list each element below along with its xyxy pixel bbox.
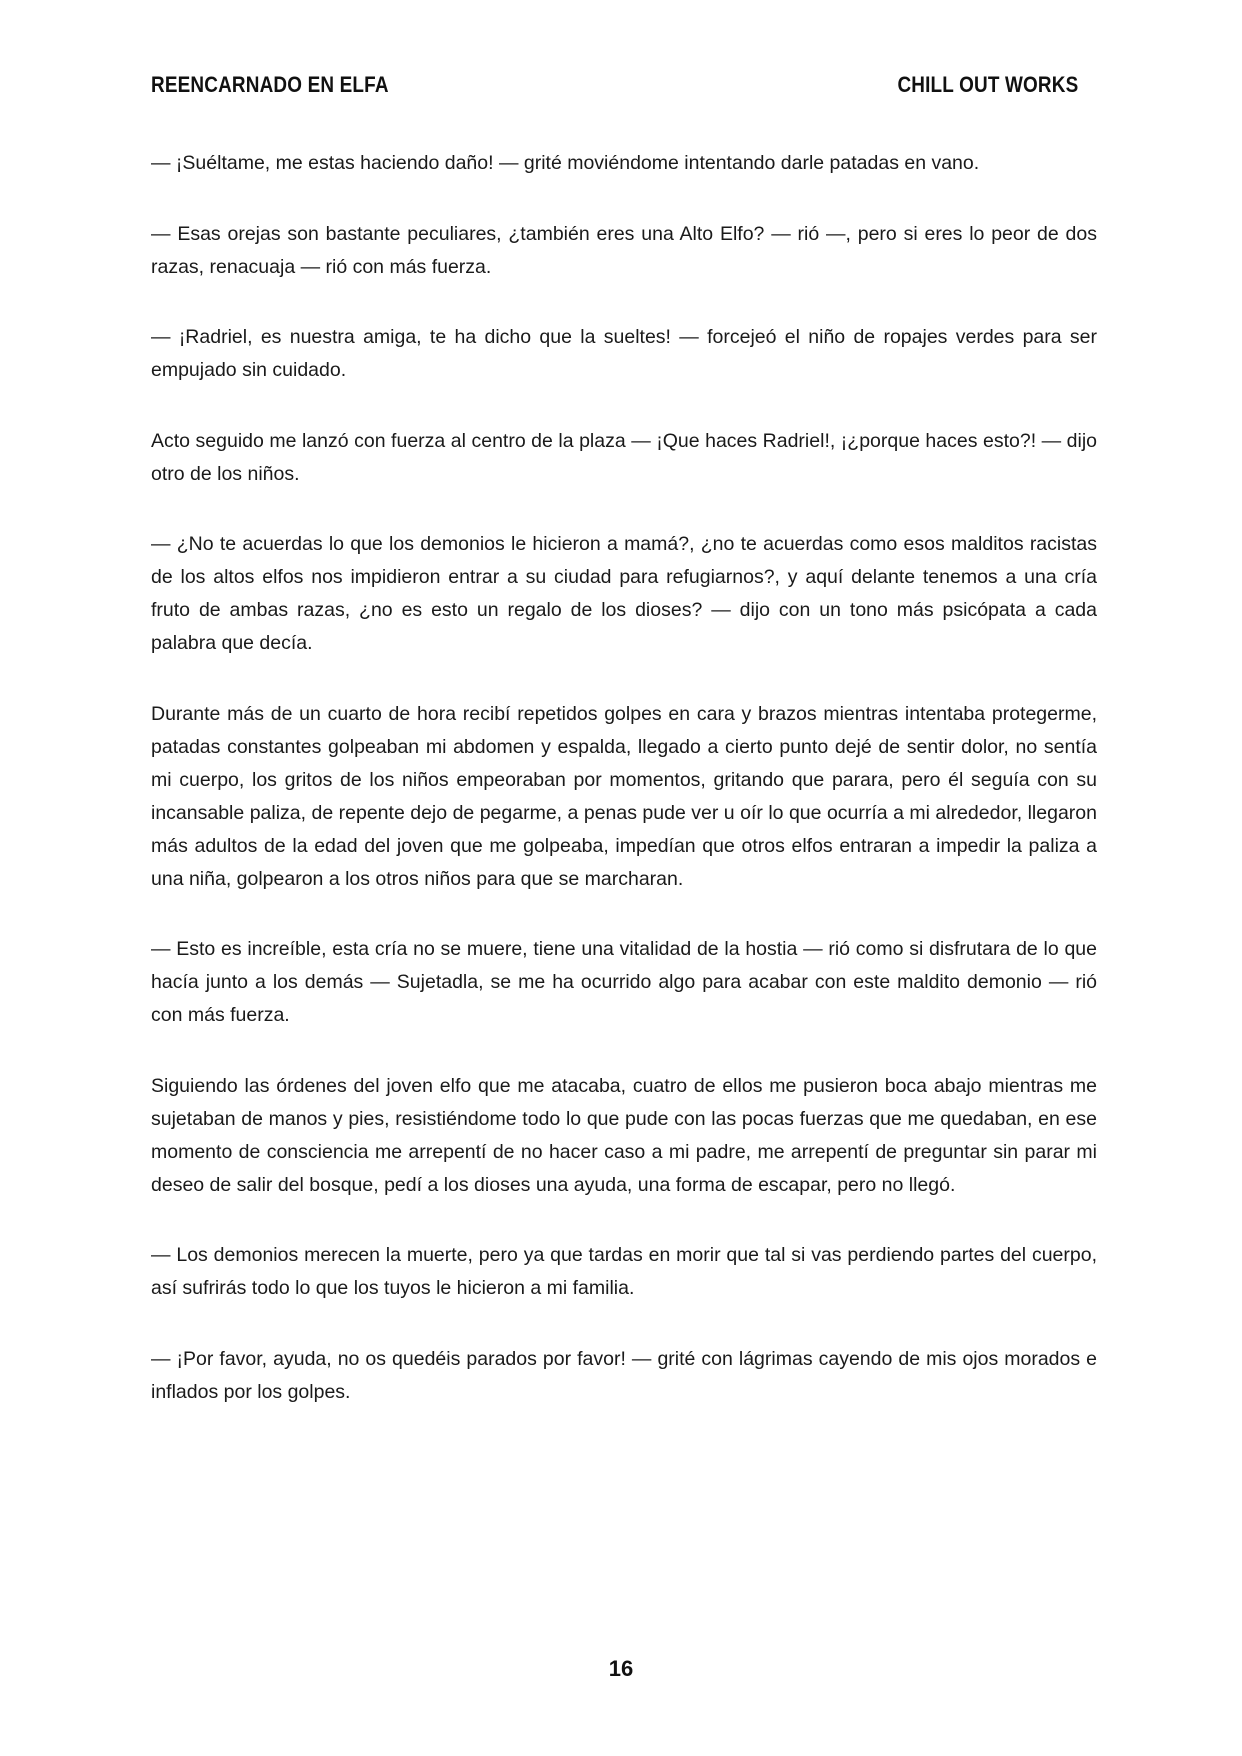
body-text xyxy=(151,147,1097,1446)
page-header xyxy=(151,72,1078,98)
paragraph: — Esas orejas son bastante peculiares, ¿también eres una Alto Elfo? — rió —, pero si eres lo peor de dos razas, renacuaja — rió con más fuerza. xyxy=(151,222,1097,278)
paragraph: — Esto es increíble, esta cría no se muere, tiene una vitalidad de la hostia — rió como si disfrutara de lo que hacía junto a los demás — Sujetadla, se me ha ocurrido algo para acabar con este maldito demonio — rió con más fuerza. xyxy=(151,938,1097,1026)
paragraph: Acto seguido me lanzó con fuerza al centro de la plaza — ¡Que haces Radriel!, ¡¿porque haces esto?! — dijo otro de los niños. xyxy=(151,429,1097,485)
page-number: 16 xyxy=(608,1656,634,1681)
paragraph: — Los demonios merecen la muerte, pero ya que tardas en morir que tal si vas perdiendo partes del cuerpo, así sufrirás todo lo que los tuyos le hicieron a mi familia. xyxy=(151,1244,1097,1299)
paragraph: Durante más de un cuarto de hora recibí repetidos golpes en cara y brazos mientras intentaba protegerme, patadas constantes golpeaban mi abdomen y espalda, llegado a cierto punto dejé de sentir dolor, no sentía mi cuerpo, los gritos de los niños empeoraban por momentos, gritando que parara, pero él seguía con su incansable paliza, de repente dejo de pegarme, a penas pude ver u oír lo que ocurría a mi alrededor, llegaron más adultos de la edad del joven que me golpeaba, impedían que otros elfos entraran a impedir la paliza a una niña, golpearon a los otros niños para que se marcharan. xyxy=(151,702,1097,890)
paragraph: — ¡Suéltame, me estas haciendo daño! — grité moviéndome intentando darle patadas en vano. xyxy=(151,152,980,174)
paragraph: — ¿No te acuerdas lo que los demonios le hicieron a mamá?, ¿no te acuerdas como esos malditos racistas de los altos elfos nos impidieron entrar a su ciudad para refugiarnos?, y aquí delante tenemos a una cría fruto de ambas razas, ¿no es esto un regalo de los dioses? — dijo con un tono más psicópata a cada palabra que decía. xyxy=(151,533,1097,654)
publisher-name: CHILL OUT WORKS xyxy=(897,72,1078,97)
paragraph: — ¡Por favor, ayuda, no os quedéis parados por favor! — grité con lágrimas cayendo de mis ojos morados e inflados por los golpes. xyxy=(151,1347,1097,1403)
paragraph: — ¡Radriel, es nuestra amiga, te ha dicho que la sueltes! — forcejeó el niño de ropajes verdes para ser empujado sin cuidado. xyxy=(151,326,1097,381)
paragraph: Siguiendo las órdenes del joven elfo que me atacaba, cuatro de ellos me pusieron boca abajo mientras me sujetaban de manos y pies, resistiéndome todo lo que pude con las pocas fuerzas que me quedaban, en ese momento de consciencia me arrepentí de no hacer caso a mi padre, me arrepentí de preguntar sin parar mi deseo de salir del bosque, pedí a los dioses una ayuda, una forma de escapar, pero no llegó. xyxy=(151,1074,1097,1196)
book-title: REENCARNADO EN ELFA xyxy=(151,72,389,97)
